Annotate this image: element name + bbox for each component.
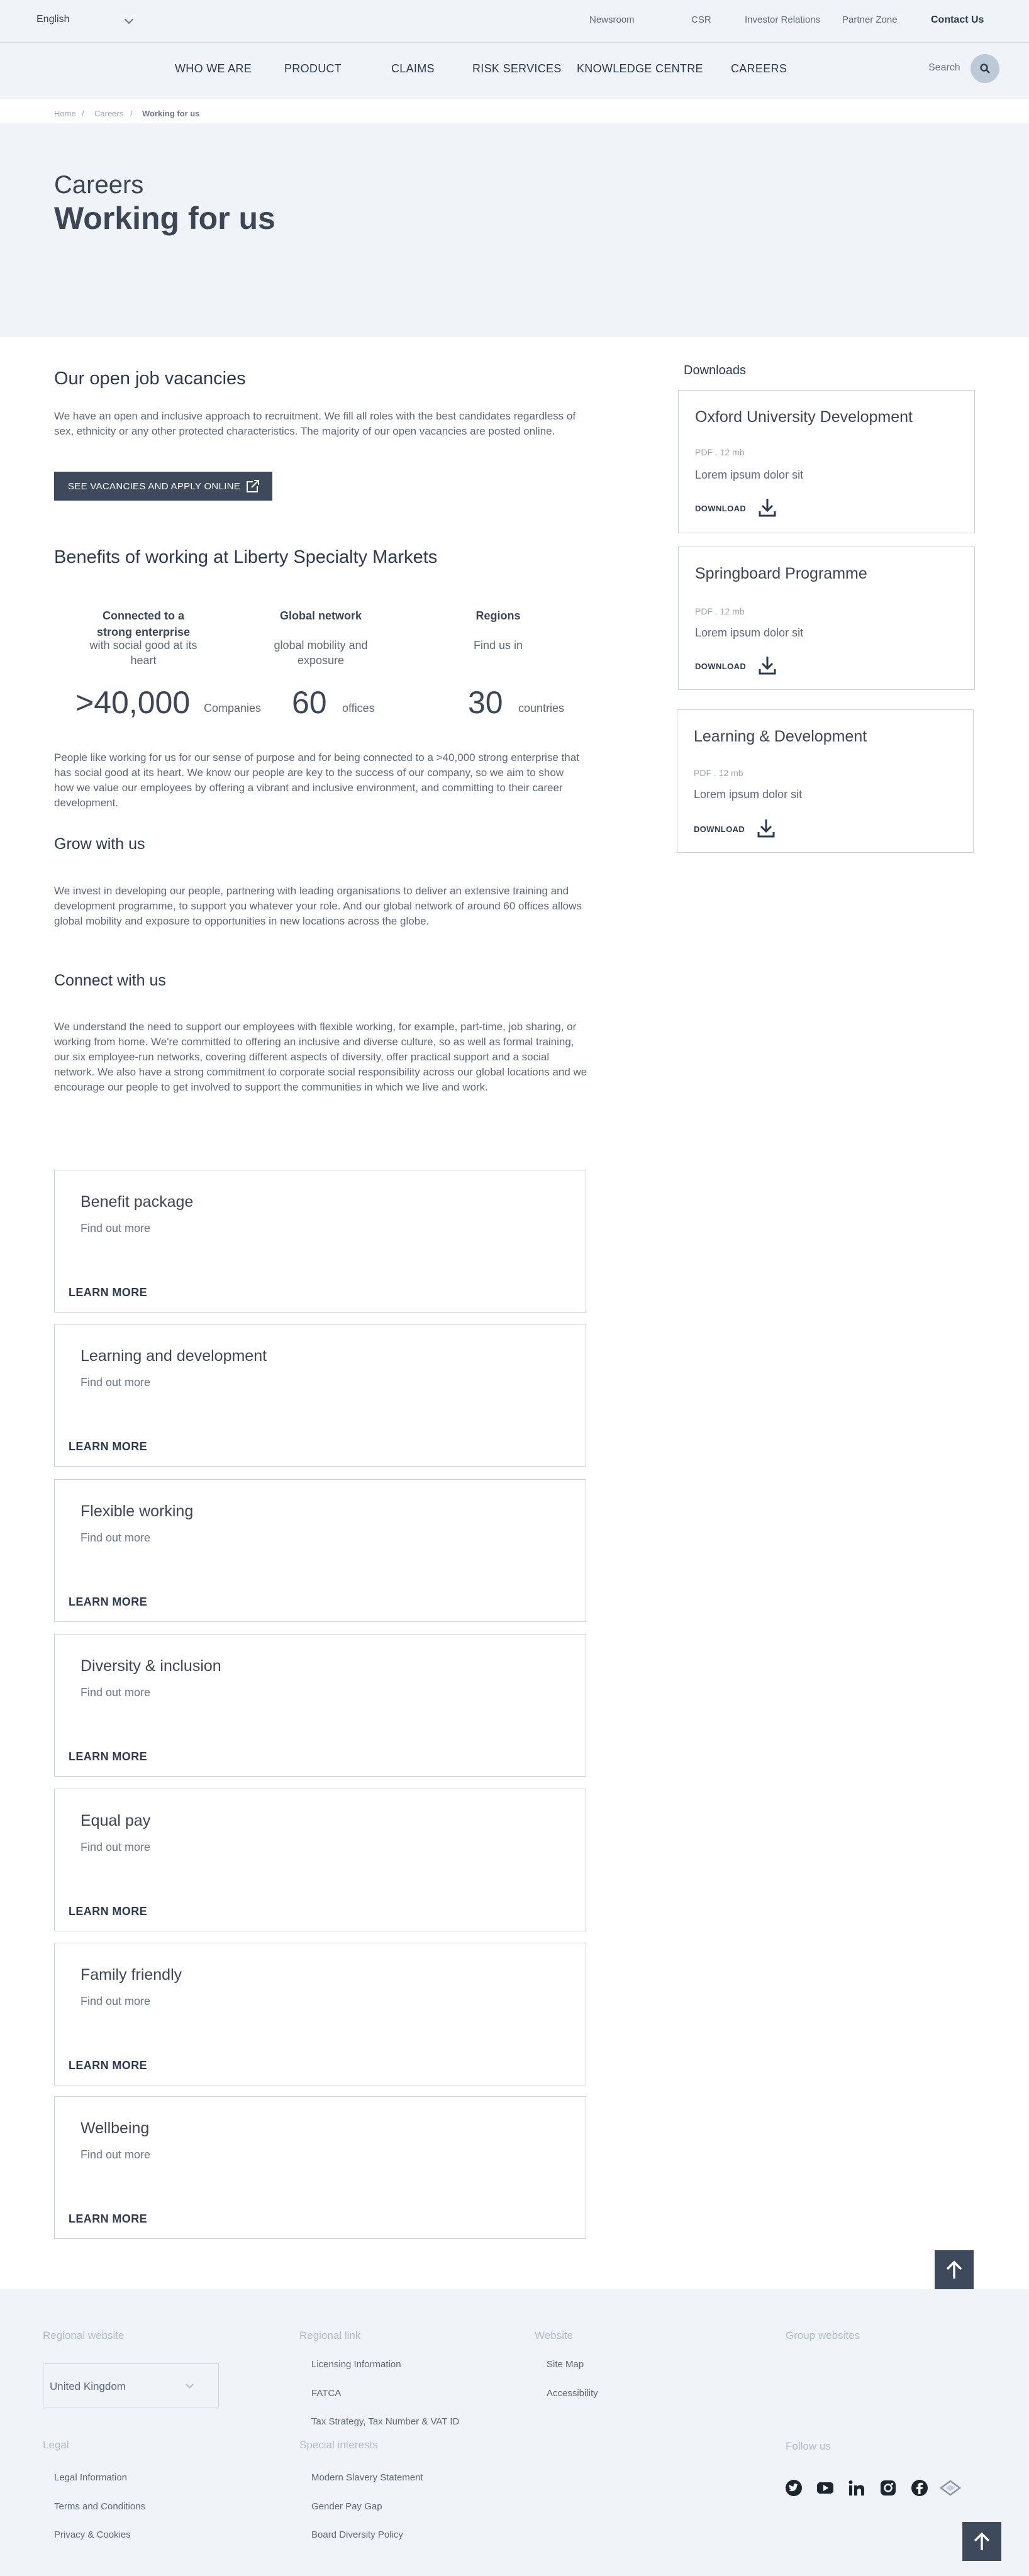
glassdoor-icon[interactable]: [940, 2479, 961, 2497]
footer-link-board-diversity[interactable]: Board Diversity Policy: [311, 2529, 403, 2540]
footer-heading-regional-link: Regional link: [299, 2329, 361, 2341]
benefits-text: People like working for us for our sense of purpose and for being connected to a >40,000 strong enterprise that has social good at its heart. We know our people are key to the success of our company, so we aim to show how we value our employees by offering a vibrant and inclusive environment, and committing to their career development.: [54, 752, 579, 809]
card-equal-pay[interactable]: [54, 1789, 586, 1931]
card-diversity-inclusion[interactable]: [54, 1634, 586, 1777]
card-wellbeing[interactable]: [54, 2096, 586, 2239]
benefits-heading: Benefits of working at Liberty Specialty Markets: [54, 547, 438, 567]
downloads-heading: Downloads: [684, 364, 746, 377]
breadcrumb-current: Working for us: [142, 109, 200, 118]
footer-link-fatca[interactable]: FATCA: [311, 2388, 342, 2399]
learn-more-link[interactable]: LEARN MORE: [69, 2212, 147, 2225]
card-title: Learning and development: [81, 1347, 267, 1365]
download-icon[interactable]: [757, 818, 776, 838]
nav-risk-services[interactable]: RISK SERVICES: [472, 62, 562, 75]
hero-subtitle: Careers: [54, 171, 144, 199]
benefit-heading-enterprise: Connected to a strong enterprise: [96, 609, 191, 638]
language-select[interactable]: English: [36, 14, 70, 25]
nav-who-we-are[interactable]: WHO WE ARE: [175, 62, 252, 75]
facebook-icon[interactable]: [911, 2479, 928, 2497]
nav-careers[interactable]: CAREERS: [731, 62, 787, 75]
footer-heading-legal: Legal: [43, 2439, 69, 2451]
card-flexible-working[interactable]: [54, 1479, 586, 1622]
top-link-csr[interactable]: CSR: [691, 14, 711, 25]
footer-heading-group-websites: Group websites: [786, 2329, 860, 2341]
vacancies-text: We have an open and inclusive approach to recruitment. We fill all roles with the best candidates regardless of sex, ethnicity or any other protected characteristics. The majority of our open vacancies are posted online.: [54, 410, 576, 437]
footer-link-modern-slavery[interactable]: Modern Slavery Statement: [311, 2472, 423, 2483]
nav-product[interactable]: PRODUCT: [284, 62, 342, 75]
download-button[interactable]: DOWNLOAD: [694, 824, 745, 834]
benefit-text-network: global mobility and exposure: [274, 639, 368, 667]
arrow-up-icon: [944, 2260, 964, 2280]
nav-knowledge-centre[interactable]: KNOWLEDGE CENTRE: [577, 62, 703, 75]
search-icon: [979, 63, 991, 74]
learn-more-link[interactable]: LEARN MORE: [69, 2059, 147, 2072]
card-subtitle: Find out more: [81, 1531, 151, 1544]
footer-link-licensing[interactable]: Licensing Information: [311, 2359, 401, 2370]
card-title: Benefit package: [81, 1193, 194, 1211]
nav-claims[interactable]: CLAIMS: [391, 62, 435, 75]
download-icon[interactable]: [758, 497, 777, 518]
grow-heading: Grow with us: [54, 835, 145, 853]
download-description: Lorem ipsum dolor sit: [695, 469, 804, 481]
footer-heading-special-interests: Special interests: [299, 2439, 378, 2451]
download-icon[interactable]: [758, 655, 777, 675]
top-link-investor-relations[interactable]: Investor Relations: [745, 14, 821, 25]
footer-link-gender-pay[interactable]: Gender Pay Gap: [311, 2501, 382, 2512]
card-subtitle: Find out more: [81, 2148, 151, 2161]
card-learning-and-development[interactable]: [54, 1324, 586, 1467]
footer-link-tax[interactable]: Tax Strategy, Tax Number & VAT ID: [311, 2416, 460, 2427]
footer: [0, 2289, 1029, 2576]
card-subtitle: Find out more: [81, 1222, 151, 1235]
see-vacancies-button[interactable]: [54, 472, 272, 501]
download-meta: PDF . 12 mb: [694, 768, 743, 778]
region-selected: United Kingdom: [50, 2380, 126, 2392]
card-subtitle: Find out more: [81, 1686, 151, 1699]
stat-countries-number: 30: [468, 685, 503, 720]
vacancies-heading: Our open job vacancies: [54, 369, 246, 389]
instagram-icon[interactable]: [879, 2479, 897, 2497]
footer-heading-website: Website: [535, 2329, 574, 2341]
stat-companies-number: >40,000: [75, 685, 191, 720]
download-title: Oxford University Development: [695, 408, 913, 426]
learn-more-link[interactable]: LEARN MORE: [69, 1286, 147, 1299]
arrow-up-icon: [972, 2531, 992, 2551]
download-card-oxford: [678, 390, 975, 533]
download-description: Lorem ipsum dolor sit: [695, 626, 804, 639]
download-card-springboard: [678, 547, 975, 690]
card-title: Diversity & inclusion: [81, 1657, 221, 1675]
footer-heading-regional-website: Regional website: [43, 2329, 125, 2341]
connect-text: We understand the need to support our employees with flexible working, for example, part-time, job sharing, or working from home. We're committed to offering an inclusive and diverse culture, so as well as formal training, our six employee-run networks, covering different aspects of diversity, offer practical support and a social network. We also have a strong commitment to corporate social responsibility across our global locations and we encourage our people to get involved to support the communities in which we live and work.: [54, 1021, 587, 1093]
region-select[interactable]: [43, 2363, 219, 2407]
stat-offices-unit: offices: [342, 702, 375, 714]
footer-link-terms[interactable]: Terms and Conditions: [54, 2501, 146, 2512]
breadcrumb-separator: /: [82, 109, 84, 118]
card-benefit-package[interactable]: [54, 1170, 586, 1313]
benefit-text-enterprise: with social good at its heart: [89, 639, 197, 667]
see-vacancies-label: SEE VACANCIES AND APPLY ONLINE: [68, 481, 241, 492]
card-family-friendly[interactable]: [54, 1943, 586, 2085]
learn-more-link[interactable]: LEARN MORE: [69, 1596, 147, 1608]
card-subtitle: Find out more: [81, 1995, 151, 2007]
footer-link-accessibility[interactable]: Accessibility: [547, 2388, 598, 2399]
download-title: Springboard Programme: [695, 565, 867, 582]
card-title: Equal pay: [81, 1812, 151, 1829]
top-link-newsroom[interactable]: Newsroom: [589, 14, 635, 25]
card-title: Wellbeing: [81, 2119, 150, 2137]
download-meta: PDF . 12 mb: [695, 606, 745, 616]
download-meta: PDF . 12 mb: [695, 447, 745, 457]
learn-more-link[interactable]: LEARN MORE: [69, 1750, 147, 1763]
card-subtitle: Find out more: [81, 1841, 151, 1853]
stat-countries-unit: countries: [518, 702, 565, 714]
breadcrumb-separator: /: [130, 109, 133, 118]
page-title: Working for us: [54, 201, 275, 236]
back-to-top-button[interactable]: [935, 2250, 974, 2289]
footer-link-legal-information[interactable]: Legal Information: [54, 2472, 127, 2483]
download-description: Lorem ipsum dolor sit: [694, 788, 803, 801]
top-link-partner-zone[interactable]: Partner Zone: [842, 14, 898, 25]
stat-offices-number: 60: [292, 685, 327, 720]
download-button[interactable]: DOWNLOAD: [695, 504, 747, 513]
card-subtitle: Find out more: [81, 1376, 151, 1389]
download-card-learning: [677, 709, 974, 853]
linkedin-icon[interactable]: [848, 2479, 865, 2497]
download-title: Learning & Development: [694, 728, 867, 745]
chevron-down-icon: [186, 2380, 194, 2389]
benefit-heading-regions: Regions: [476, 609, 521, 622]
connect-heading: Connect with us: [54, 972, 166, 989]
contact-us-link[interactable]: Contact Us: [931, 14, 984, 25]
learn-more-link[interactable]: LEARN MORE: [69, 1440, 147, 1453]
benefit-text-regions: Find us in: [473, 639, 523, 652]
search-label[interactable]: Search: [928, 62, 960, 73]
stat-companies-unit: Companies: [204, 702, 262, 714]
search-button[interactable]: [971, 54, 999, 83]
external-link-icon: [246, 479, 260, 493]
back-to-top-button-footer[interactable]: [962, 2522, 1001, 2561]
footer-link-privacy[interactable]: Privacy & Cookies: [54, 2529, 131, 2540]
card-title: Flexible working: [81, 1502, 194, 1520]
download-button[interactable]: DOWNLOAD: [695, 662, 747, 671]
twitter-icon[interactable]: [785, 2479, 803, 2497]
footer-link-sitemap[interactable]: Site Map: [547, 2359, 584, 2370]
benefit-heading-network: Global network: [279, 609, 362, 622]
grow-text: We invest in developing our people, partnering with leading organisations to deliver an extensive training and development programme, to support you whatever your role. And our global network of around 60 offices allows global mobility and exposure to opportunities in new locations across the globe.: [54, 885, 582, 927]
footer-heading-follow-us: Follow us: [786, 2440, 831, 2452]
youtube-icon[interactable]: [816, 2479, 834, 2497]
breadcrumb-careers[interactable]: Careers: [94, 109, 124, 118]
breadcrumb-home[interactable]: Home: [54, 109, 76, 118]
learn-more-link[interactable]: LEARN MORE: [69, 1905, 147, 1918]
card-title: Family friendly: [81, 1966, 182, 1984]
